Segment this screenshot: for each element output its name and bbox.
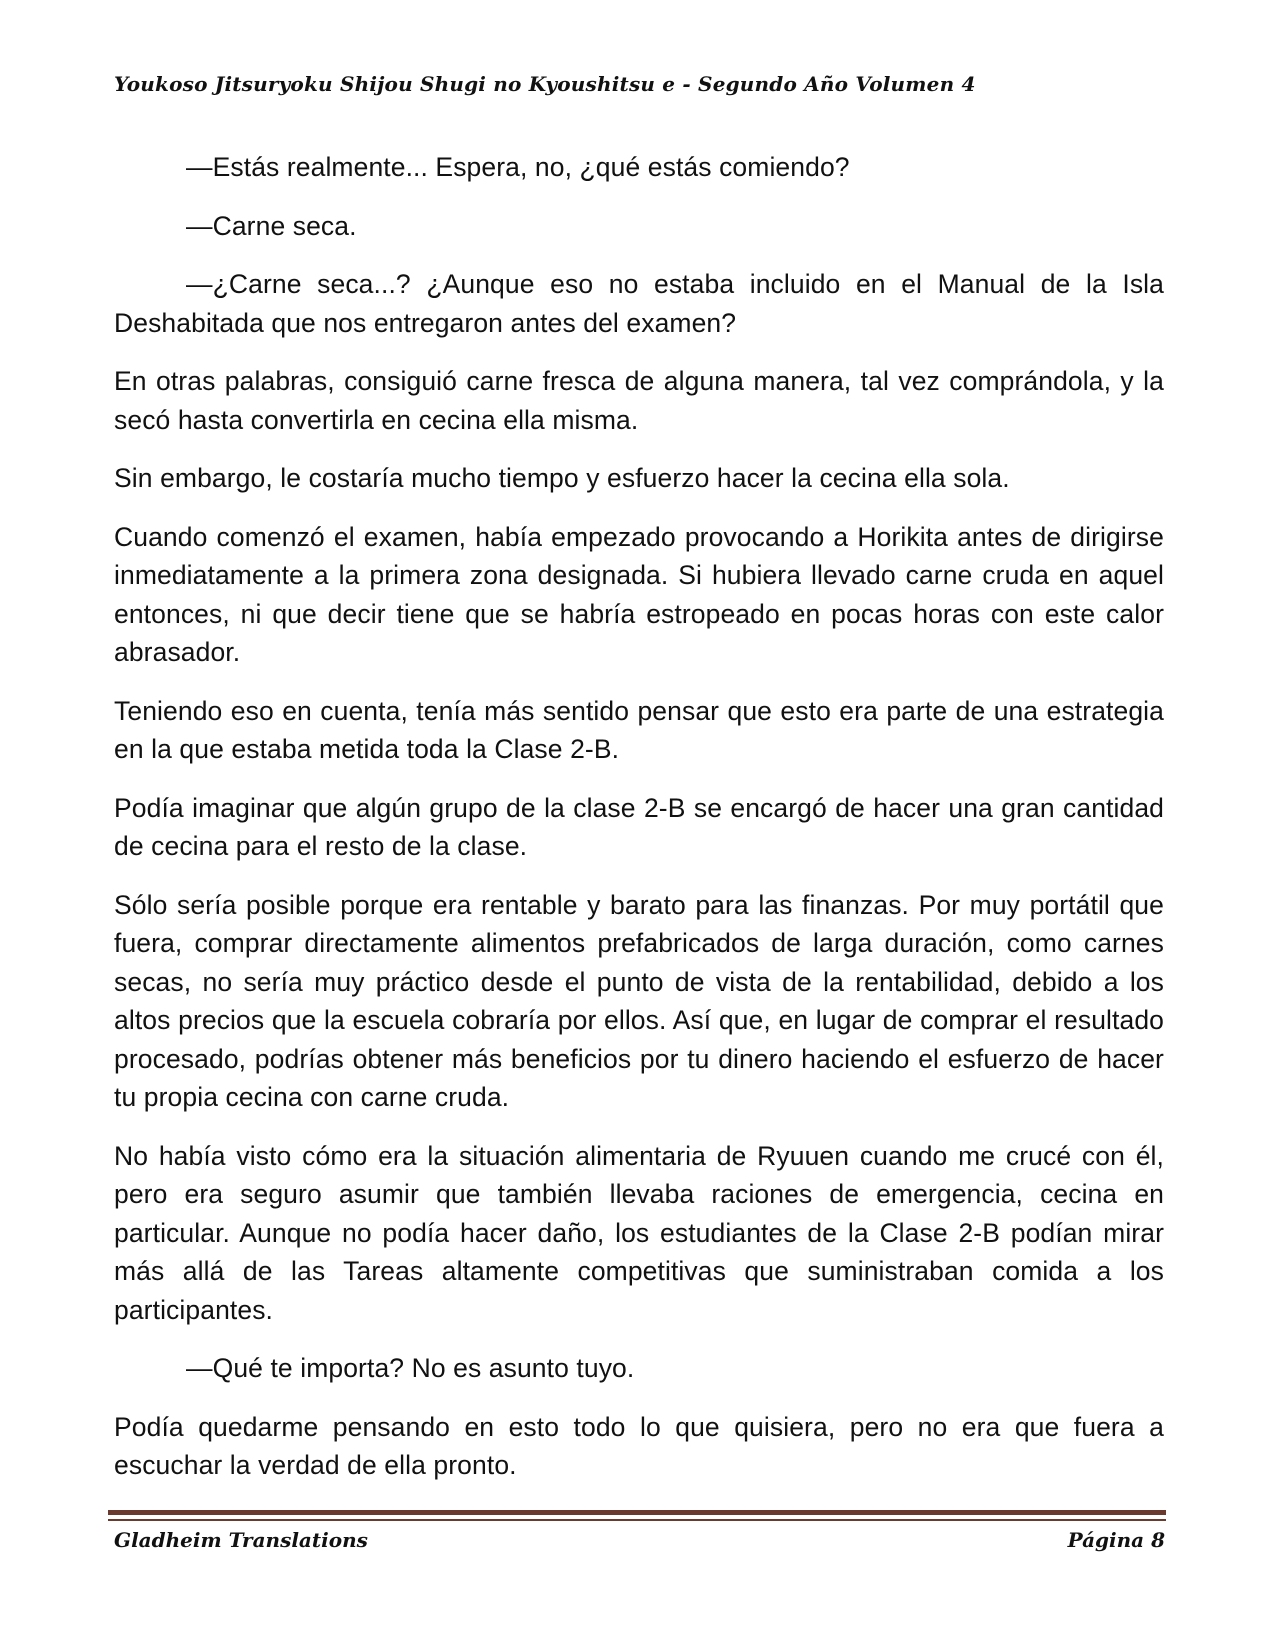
footer-page-number: Página 8 [1067,1528,1165,1552]
paragraph-6: Cuando comenzó el examen, había empezado provocando a Horikita antes de dirigirse inmediatamente a la primera zona designada. Si hubiera llevado carne cruda en aquel entonces, ni que decir tiene que se habría estropeado en pocas horas con este calor abrasador. [114,521,1164,667]
page-header-title: Youkoso Jitsuryoku Shijou Shugi no Kyoushitsu e - Segundo Año Volumen 4 [114,72,976,96]
paragraph-5: Sin embargo, le costaría mucho tiempo y esfuerzo hacer la cecina ella sola. [114,463,1010,493]
footer-translator-credit: Gladheim Translations [114,1528,368,1552]
footer-divider-thin [108,1519,1166,1521]
paragraph-11: —Qué te importa? No es asunto tuyo. [186,1353,635,1383]
paragraph-7: Teniendo eso en cuenta, tenía más sentido pensar que esto era parte de una estrategia en la que estaba metida toda la Clase 2-B. [114,695,1164,764]
paragraph-8: Podía imaginar que algún grupo de la clase 2-B se encargó de hacer una gran cantidad de cecina para el resto de la clase. [114,792,1164,861]
footer-divider-thick [108,1510,1166,1515]
document-body [114,148,1164,1505]
paragraph-1: —Estás realmente... Espera, no, ¿qué estás comiendo? [186,152,850,182]
paragraph-3: —¿Carne seca...? ¿Aunque eso no estaba incluido en el Manual de la Isla Deshabitada que nos entregaron antes del examen? [114,269,1164,338]
paragraph-9: Sólo sería posible porque era rentable y barato para las finanzas. Por muy portátil que fuera, comprar directamente alimentos prefabricados de larga duración, como carnes secas, no sería muy práctico desde el punto de vista de la rentabilidad, debido a los altos precios que la escuela cobraría por ellos. Así que, en lugar de comprar el resultado procesado, podrías obtener más beneficios por tu dinero haciendo el esfuerzo de hacer tu propia cecina con carne cruda. [114,889,1164,1112]
paragraph-10: No había visto cómo era la situación alimentaria de Ryuuen cuando me crucé con él, pero era seguro asumir que también llevaba raciones de emergencia, cecina en particular. Aunque no podía hacer daño, los estudiantes de la Clase 2-B podían mirar más allá de las Tareas altamente competitivas que suministraban comida a los participantes. [114,1140,1164,1325]
paragraph-4: En otras palabras, consiguió carne fresca de alguna manera, tal vez comprándola, y la secó hasta convertirla en cecina ella misma. [114,366,1164,435]
paragraph-2: —Carne seca. [186,210,357,241]
paragraph-12: Podía quedarme pensando en esto todo lo que quisiera, pero no era que fuera a escuchar la verdad de ella pronto. [114,1411,1164,1480]
